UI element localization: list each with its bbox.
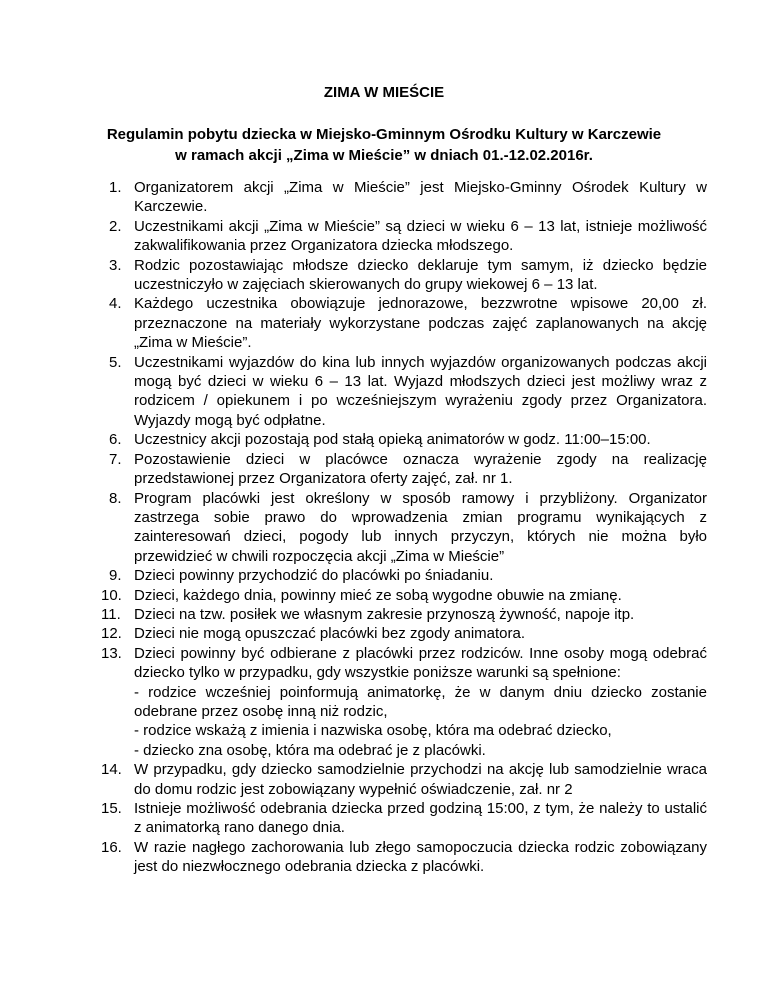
- rule-text: Uczestnicy akcji pozostają pod stałą opieką animatorów w godz. 11:00–15:00.: [134, 431, 651, 449]
- rule-number: 14.: [101, 761, 122, 779]
- rule-item-6: [0, 430, 768, 449]
- rule-text: Dzieci nie mogą opuszczać placówki bez zgody animatora.: [134, 625, 526, 643]
- rule-text: W przypadku, gdy dziecko samodzielnie przychodzi na akcję lub samodzielnie wraca do domu rodzic jest zobowiązany wypełnić oświadczenie, zał. nr 2: [134, 761, 707, 798]
- rule-text: Rodzic pozostawiając młodsze dziecko deklaruje tym samym, iż dziecko będzie uczestniczyło w zajęciach skierowanych do grupy wiekowej 6 – 13 lat.: [134, 256, 707, 294]
- rule-13-condition-2: - rodzice wskażą z imienia i nazwiska osobę, która ma odebrać dziecko,: [134, 722, 612, 740]
- document-subtitle: [60, 124, 708, 166]
- rule-item-1: [0, 178, 768, 217]
- rule-number: 12.: [101, 625, 122, 643]
- rule-item-11: [0, 605, 768, 624]
- rule-text: Dzieci powinny być odbierane z placówki przez rodziców. Inne osoby mogą odebrać dziecko tylko w przypadku, gdy wszystkie poniższe warunki są spełnione:: [134, 644, 707, 682]
- subtitle-line-1: Regulamin pobytu dziecka w Miejsko-Gminnym Ośrodku Kultury w Karczewie: [106, 126, 662, 143]
- rule-item-9: [0, 566, 768, 585]
- rule-number: 3.: [109, 256, 122, 274]
- rule-item-10: [0, 586, 768, 605]
- rule-number: 13.: [101, 644, 122, 662]
- rule-item-3: [0, 256, 768, 295]
- rule-number: 1.: [109, 179, 122, 196]
- rule-number: 8.: [109, 489, 122, 507]
- rule-text: Istnieje możliwość odebrania dziecka przed godziną 15:00, z tym, że należy to ustalić z animatorką rano danego dnia.: [134, 800, 707, 837]
- rule-number: 16.: [101, 838, 122, 856]
- rule-number: 11.: [101, 605, 121, 623]
- rule-number: 6.: [109, 431, 122, 449]
- rule-text: Program placówki jest określony w sposób ramowy i przybliżony. Organizator zastrzega sobie prawo do wprowadzenia zmian programu wynikających z zainteresowań dzieci, pogody lub innych przyczyn, których nie można było przewidzieć w chwili rozpoczęcia akcji „Zima w Mieście”: [134, 489, 707, 565]
- rule-item-16: [0, 838, 768, 877]
- rule-item-15: [0, 799, 768, 838]
- rule-number: 15.: [101, 800, 122, 817]
- rule-13-condition-1: - rodzice wcześniej poinformują animatorkę, że w danym dniu dziecko zostanie odebrane przez osobę inną niż rodzic,: [134, 683, 707, 720]
- rule-number: 5.: [109, 353, 122, 371]
- rule-number: 4.: [109, 295, 122, 313]
- rule-text: Każdego uczestnika obowiązuje jednorazowe, bezzwrotne wpisowe 20,00 zł. przeznaczone na materiały wykorzystane podczas zajęć zaplanowanych na akcję „Zima w Mieście”.: [134, 295, 707, 352]
- rule-text: Uczestnikami wyjazdów do kina lub innych wyjazdów organizowanych podczas akcji mogą być dzieci w wieku 6 – 13 lat. Wyjazd młodszych dzieci jest możliwy wraz z rodzicem / opiekunem i po wcześniejszym wyrażeniu zgody przez Organizatora. Wyjazdy mogą być odpłatne.: [134, 353, 707, 429]
- rule-text: Organizatorem akcji „Zima w Mieście” jest Miejsko-Gminny Ośrodek Kultury w Karczewie.: [134, 179, 707, 216]
- rule-item-5: [0, 353, 768, 431]
- rule-text: Pozostawienie dzieci w placówce oznacza wyrażenie zgody na realizację przedstawionej przez Organizatora oferty zajęć, zał. nr 1.: [134, 450, 707, 488]
- subtitle-line-2: w ramach akcji „Zima w Mieście” w dniach 01.-12.02.2016r.: [175, 147, 593, 164]
- rule-number: 2.: [109, 217, 122, 235]
- rule-item-14: [0, 760, 768, 799]
- document-title: ZIMA W MIEŚCIE: [323, 84, 445, 101]
- rule-number: 7.: [109, 450, 122, 468]
- rule-text: Uczestnikami akcji „Zima w Mieście” są dzieci w wieku 6 – 13 lat, istnieje możliwość zakwalifikowania przez Organizatora dziecka młodszego.: [134, 217, 707, 255]
- rule-item-7: [0, 450, 768, 489]
- rule-item-12: [0, 624, 768, 643]
- rule-number: 10.: [101, 586, 122, 604]
- rule-13-condition-3: - dziecko zna osobę, która ma odebrać je z placówki.: [134, 741, 486, 759]
- rule-text: W razie nagłego zachorowania lub złego samopoczucia dziecka rodzic zobowiązany jest do niezwłocznego odebrania dziecka z placówki.: [134, 838, 707, 876]
- rule-number: 9.: [109, 567, 122, 585]
- rule-item-2: [0, 217, 768, 256]
- rule-item-13: [0, 644, 768, 760]
- rule-item-8: [0, 489, 768, 567]
- rules-list: [0, 178, 768, 877]
- rule-text: Dzieci na tzw. posiłek we własnym zakresie przynoszą żywność, napoje itp.: [134, 605, 635, 623]
- rule-text: Dzieci powinny przychodzić do placówki po śniadaniu.: [134, 567, 494, 585]
- rule-text: Dzieci, każdego dnia, powinny mieć ze sobą wygodne obuwie na zmianę.: [134, 586, 622, 604]
- rule-item-4: [0, 294, 768, 352]
